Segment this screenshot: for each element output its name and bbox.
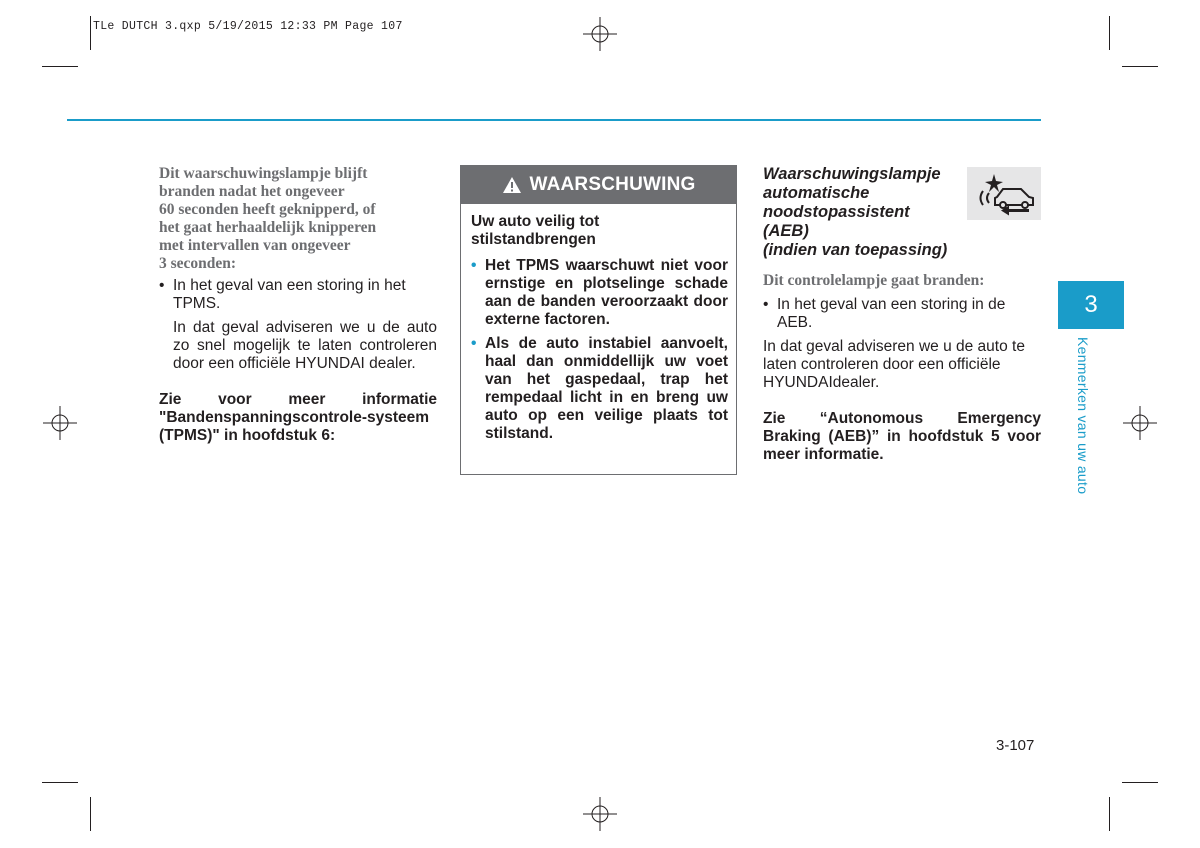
tpms-advice: In dat geval adviseren we u de auto zo snel mogelijk te laten controleren door een officiële HYUNDAI dealer. (173, 319, 437, 372)
tpms-bullet: • In het geval van een storing in het TPMS. (159, 277, 437, 313)
warning-bullet: • Het TPMS waarschuwt niet voor ernstige en plotselinge schade aan de banden veroorzaakt door externe factoren. (471, 257, 728, 329)
registration-mark-left (43, 406, 77, 440)
warning-subtitle: Uw auto veilig tot stilstandbrengen (471, 213, 600, 248)
aeb-section-title: Waarschuwingslampje automatische noodstopassistent (AEB) (indien van toepassing) (763, 165, 948, 259)
aeb-intro: Dit controlelampje gaat branden: (763, 272, 985, 289)
tpms-reference: Zie voor meer informatie "Bandenspanningscontrole-systeem (TPMS)" in hoofdstuk 6: (159, 391, 437, 444)
header-rule (67, 119, 1041, 121)
warning-triangle-icon (502, 176, 522, 194)
aeb-bullet: • In het geval van een storing in de AEB. (763, 296, 1041, 332)
left-column (159, 165, 437, 445)
warning-header (461, 166, 736, 204)
chapter-number: 3 (1084, 291, 1098, 318)
aeb-reference: Zie “Autonomous Emergency Braking (AEB)” in hoofdstuk 5 voor meer informatie. (763, 410, 1041, 463)
chapter-tab (1058, 281, 1124, 329)
page-number: 3-107 (996, 737, 1035, 754)
chapter-title-vertical: Kenmerken van uw auto (1075, 337, 1091, 495)
warning-box (460, 165, 737, 475)
print-header: TLe DUTCH 3.qxp 5/19/2015 12:33 PM Page 107 (93, 20, 403, 33)
warning-body (461, 204, 736, 443)
registration-mark-bottom (583, 797, 617, 831)
warning-bullet: • Als de auto instabiel aanvoelt, haal dan onmiddellijk uw voet van het gaspedaal, trap het rempedaal licht in en breng uw auto op een veilige plaats tot stilstand. (471, 335, 728, 443)
aeb-advice: In dat geval adviseren we u de auto te laten controleren door een officiële HYUNDAIdealer. (763, 338, 1025, 391)
tpms-intro-heading: Dit waarschuwingslampje blijft branden nadat het ongeveer 60 seconden heeft geknipperd, of het gaat herhaaldelijk knipperen met intervallen van ongeveer 3 seconden: (159, 165, 377, 272)
warning-title: WAARSCHUWING (529, 174, 696, 195)
aeb-warning-icon (967, 167, 1041, 220)
registration-mark-top (583, 17, 617, 51)
registration-mark-right (1123, 406, 1157, 440)
